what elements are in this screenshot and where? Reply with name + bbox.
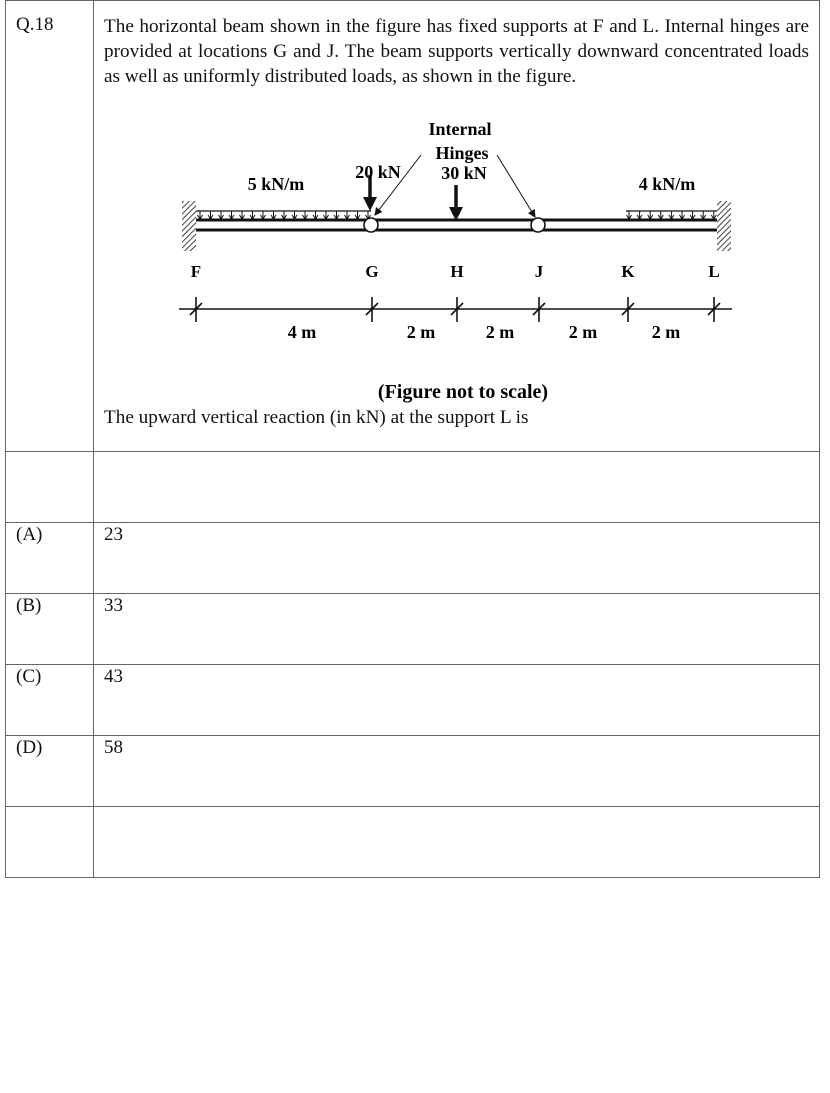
span-label-gh: 2 m [406, 322, 436, 342]
span-label-fg: 4 m [287, 322, 317, 342]
hinge-label-line1: Internal [428, 119, 492, 139]
point-load-h-arrow [449, 185, 463, 221]
option-label-c: (C) [6, 665, 94, 736]
hinge-pointer-j [497, 155, 535, 217]
hinge-label-line2: Hinges [435, 143, 489, 163]
option-row-b[interactable] [6, 594, 820, 665]
question-table [5, 0, 820, 878]
option-value-d: 58 [94, 736, 820, 807]
option-label-d: (D) [6, 736, 94, 807]
figure-caption: (Figure not to scale) [377, 381, 549, 403]
point-label-l: L [708, 262, 720, 281]
point-label-k: K [621, 262, 635, 281]
question-stem: The horizontal beam shown in the figure has fixed supports at F and L. Internal hinges are provided at locations G and J. The beam supports vertically downward concentrated loads as well as uniformly distributed loads, as shown in the figure. [104, 16, 809, 87]
blank-cell-label-end [6, 807, 94, 878]
hinge-g [364, 218, 378, 232]
question-row [6, 1, 820, 452]
dimension-line [179, 297, 732, 322]
hinge-j [531, 218, 545, 232]
blank-cell-body-end [94, 807, 820, 878]
option-value-c: 43 [94, 665, 820, 736]
point-label-j: J [534, 262, 544, 281]
span-label-kl: 2 m [651, 322, 681, 342]
question-prompt: The upward vertical reaction (in kN) at the support L is [104, 407, 529, 428]
beam-diagram [164, 107, 784, 407]
option-label-a: (A) [6, 523, 94, 594]
point-label-g: G [365, 262, 379, 281]
fixed-support-f [182, 201, 196, 251]
blank-cell-body [94, 452, 820, 523]
span-label-hj: 2 m [485, 322, 515, 342]
option-value-b: 33 [94, 594, 820, 665]
question-body [94, 1, 820, 452]
option-row-a[interactable] [6, 523, 820, 594]
beam-figure [164, 107, 784, 407]
option-label-b: (B) [6, 594, 94, 665]
blank-cell-label [6, 452, 94, 523]
udl-left-label: 5 kN/m [247, 174, 305, 194]
load-g-label: 20 kN [355, 162, 401, 182]
point-label-h: H [450, 262, 464, 281]
span-label-jk: 2 m [568, 322, 598, 342]
point-label-f: F [190, 262, 202, 281]
beam [196, 220, 717, 230]
option-value-a: 23 [94, 523, 820, 594]
blank-row [6, 452, 820, 523]
udl-left [196, 211, 371, 219]
question-number: Q.18 [6, 1, 94, 452]
option-row-d[interactable] [6, 736, 820, 807]
fixed-support-l [717, 201, 731, 251]
udl-right [626, 211, 717, 219]
blank-row-end [6, 807, 820, 878]
option-row-c[interactable] [6, 665, 820, 736]
udl-right-label: 4 kN/m [638, 174, 696, 194]
load-h-label: 30 kN [441, 163, 487, 183]
